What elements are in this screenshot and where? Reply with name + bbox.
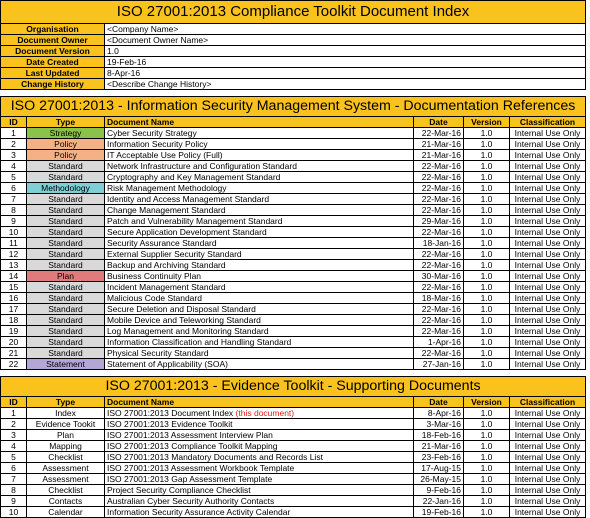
col-type: Type (27, 397, 105, 408)
type-cell[interactable]: Assessment (27, 463, 105, 474)
document-name-cell[interactable] (105, 452, 414, 463)
date-cell[interactable]: 21-Mar-16 (414, 441, 464, 452)
metadata-rows (1, 24, 586, 90)
table-row (1, 260, 586, 271)
type-cell[interactable]: Standard (27, 216, 105, 227)
type-cell[interactable]: Standard (27, 337, 105, 348)
date-cell[interactable]: 22-Mar-16 (414, 205, 464, 216)
table-row (1, 348, 586, 359)
version-cell[interactable]: 1.0 (464, 238, 510, 249)
date-cell[interactable]: 21-Mar-16 (414, 139, 464, 150)
version-cell[interactable]: 1.0 (464, 150, 510, 161)
document-name: ISO 27001:2013 Mandatory Documents and Records List (107, 452, 323, 462)
date-cell[interactable]: 22-Mar-16 (414, 249, 464, 260)
document-name: Risk Management Methodology (107, 183, 227, 193)
document-name: ISO 27001:2013 Compliance Toolkit Mapping (107, 441, 278, 451)
classification-cell[interactable]: Internal Use Only (510, 271, 586, 282)
version-cell[interactable]: 1.0 (464, 485, 510, 496)
version-cell[interactable]: 1.0 (464, 348, 510, 359)
col-id: ID (1, 117, 27, 128)
document-name-cell[interactable] (105, 271, 414, 282)
table-row (1, 128, 586, 139)
table-row (1, 507, 586, 518)
document-name-cell[interactable] (105, 315, 414, 326)
type-cell[interactable]: Standard (27, 238, 105, 249)
metadata-row (1, 68, 586, 79)
classification-cell[interactable]: Internal Use Only (510, 441, 586, 452)
isms-header-row (1, 117, 586, 128)
evidence-rows (1, 408, 586, 518)
version-cell[interactable]: 1.0 (464, 359, 510, 370)
classification-cell[interactable]: Internal Use Only (510, 172, 586, 183)
version-cell[interactable]: 1.0 (464, 128, 510, 139)
version-cell[interactable]: 1.0 (464, 183, 510, 194)
metadata-value[interactable]: <Company Name> (105, 24, 586, 35)
classification-cell[interactable]: Internal Use Only (510, 496, 586, 507)
page-title: ISO 27001:2013 Compliance Toolkit Document Index (1, 1, 586, 24)
document-name: Incident Management Standard (107, 282, 226, 292)
col-classification: Classification (510, 117, 586, 128)
date-cell[interactable]: 22-Mar-16 (414, 326, 464, 337)
id-cell[interactable]: 3 (1, 430, 27, 441)
metadata-row (1, 46, 586, 57)
table-row (1, 304, 586, 315)
document-name-cell[interactable] (105, 359, 414, 370)
metadata-label: Last Updated (1, 68, 105, 79)
id-cell[interactable]: 3 (1, 150, 27, 161)
classification-cell[interactable]: Internal Use Only (510, 205, 586, 216)
document-name-cell[interactable] (105, 293, 414, 304)
classification-cell[interactable]: Internal Use Only (510, 485, 586, 496)
classification-cell[interactable]: Internal Use Only (510, 139, 586, 150)
date-cell[interactable]: 30-Mar-16 (414, 271, 464, 282)
metadata-row (1, 24, 586, 35)
classification-cell[interactable]: Internal Use Only (510, 419, 586, 430)
date-cell[interactable]: 22-Mar-16 (414, 128, 464, 139)
type-cell[interactable]: Plan (27, 430, 105, 441)
version-cell[interactable]: 1.0 (464, 249, 510, 260)
version-cell[interactable]: 1.0 (464, 430, 510, 441)
version-cell[interactable]: 1.0 (464, 194, 510, 205)
classification-cell[interactable]: Internal Use Only (510, 474, 586, 485)
document-name-cell[interactable] (105, 128, 414, 139)
document-name: IT Acceptable Use Policy (Full) (107, 150, 223, 160)
table-row (1, 161, 586, 172)
document-name-cell[interactable] (105, 194, 414, 205)
type-cell[interactable]: Calendar (27, 507, 105, 518)
classification-cell[interactable]: Internal Use Only (510, 194, 586, 205)
document-name-cell[interactable] (105, 161, 414, 172)
type-cell[interactable]: Standard (27, 326, 105, 337)
document-name: Patch and Vulnerability Management Standard (107, 216, 283, 226)
date-cell[interactable]: 9-Feb-16 (414, 485, 464, 496)
type-cell[interactable]: Standard (27, 260, 105, 271)
col-document-name: Document Name (105, 397, 414, 408)
classification-cell[interactable]: Internal Use Only (510, 282, 586, 293)
version-cell[interactable]: 1.0 (464, 161, 510, 172)
type-cell[interactable]: Methodology (27, 183, 105, 194)
type-cell[interactable]: Strategy (27, 128, 105, 139)
document-name: Security Assurance Standard (107, 238, 217, 248)
classification-cell[interactable]: Internal Use Only (510, 348, 586, 359)
id-cell[interactable]: 1 (1, 408, 27, 419)
classification-cell[interactable]: Internal Use Only (510, 227, 586, 238)
date-cell[interactable]: 22-Mar-16 (414, 172, 464, 183)
table-row (1, 359, 586, 370)
document-name-cell[interactable] (105, 496, 414, 507)
type-cell[interactable]: Standard (27, 172, 105, 183)
metadata-label: Change History (1, 79, 105, 90)
document-name-cell[interactable] (105, 463, 414, 474)
classification-cell[interactable]: Internal Use Only (510, 293, 586, 304)
document-name-cell[interactable] (105, 282, 414, 293)
document-name-cell[interactable] (105, 304, 414, 315)
date-cell[interactable]: 29-Mar-16 (414, 216, 464, 227)
document-name-cell[interactable] (105, 183, 414, 194)
table-row (1, 452, 586, 463)
id-cell[interactable]: 6 (1, 183, 27, 194)
id-cell[interactable]: 6 (1, 463, 27, 474)
type-cell[interactable]: Checklist (27, 452, 105, 463)
id-cell[interactable]: 12 (1, 249, 27, 260)
version-cell[interactable]: 1.0 (464, 271, 510, 282)
id-cell[interactable]: 9 (1, 216, 27, 227)
document-name: Information Classification and Handling Standard (107, 337, 292, 347)
version-cell[interactable]: 1.0 (464, 408, 510, 419)
id-cell[interactable]: 4 (1, 441, 27, 452)
date-cell[interactable]: 1-Apr-16 (414, 337, 464, 348)
metadata-row (1, 35, 586, 46)
document-name: Business Continuity Plan (107, 271, 202, 281)
date-cell[interactable]: 19-Feb-16 (414, 507, 464, 518)
document-name-cell[interactable] (105, 150, 414, 161)
type-cell[interactable]: Evidence Tookit (27, 419, 105, 430)
document-name-cell[interactable] (105, 216, 414, 227)
document-name: External Supplier Security Standard (107, 249, 242, 259)
id-cell[interactable]: 22 (1, 359, 27, 370)
id-cell[interactable]: 21 (1, 348, 27, 359)
isms-section-title: ISO 27001:2013 - Information Security Management System - Documentation References (1, 97, 586, 117)
metadata-label: Date Created (1, 57, 105, 68)
col-document-name: Document Name (105, 117, 414, 128)
document-name-cell[interactable] (105, 227, 414, 238)
id-cell[interactable]: 8 (1, 205, 27, 216)
evidence-table (0, 376, 586, 518)
date-cell[interactable]: 18-Mar-16 (414, 293, 464, 304)
id-cell[interactable]: 5 (1, 452, 27, 463)
type-cell[interactable]: Standard (27, 304, 105, 315)
document-note: (this document) (235, 408, 295, 418)
table-row (1, 205, 586, 216)
table-row (1, 271, 586, 282)
col-classification: Classification (510, 397, 586, 408)
document-name-cell[interactable] (105, 474, 414, 485)
version-cell[interactable]: 1.0 (464, 507, 510, 518)
table-row (1, 172, 586, 183)
id-cell[interactable]: 14 (1, 271, 27, 282)
date-cell[interactable]: 22-Mar-16 (414, 194, 464, 205)
col-date: Date (414, 397, 464, 408)
id-cell[interactable]: 20 (1, 337, 27, 348)
table-row (1, 249, 586, 260)
document-name: ISO 27001:2013 Assessment Interview Plan (107, 430, 273, 440)
document-name: Backup and Archiving Standard (107, 260, 226, 270)
document-name-cell[interactable] (105, 238, 414, 249)
type-cell[interactable]: Assessment (27, 474, 105, 485)
date-cell[interactable]: 22-Jan-16 (414, 496, 464, 507)
document-name: Secure Application Development Standard (107, 227, 267, 237)
metadata-value[interactable]: 1.0 (105, 46, 586, 57)
document-name: Log Management and Monitoring Standard (107, 326, 269, 336)
document-name-cell[interactable] (105, 348, 414, 359)
document-name-cell[interactable] (105, 408, 414, 419)
id-cell[interactable]: 8 (1, 485, 27, 496)
document-name: Network Infrastructure and Configuration Standard (107, 161, 297, 171)
classification-cell[interactable]: Internal Use Only (510, 260, 586, 271)
table-row (1, 139, 586, 150)
document-name: Statement of Applicability (SOA) (107, 359, 228, 369)
classification-cell[interactable]: Internal Use Only (510, 150, 586, 161)
id-cell[interactable]: 7 (1, 194, 27, 205)
version-cell[interactable]: 1.0 (464, 172, 510, 183)
col-type: Type (27, 117, 105, 128)
id-cell[interactable]: 16 (1, 293, 27, 304)
document-name-cell[interactable] (105, 430, 414, 441)
col-date: Date (414, 117, 464, 128)
id-cell[interactable]: 5 (1, 172, 27, 183)
col-id: ID (1, 397, 27, 408)
document-name-cell[interactable] (105, 139, 414, 150)
version-cell[interactable]: 1.0 (464, 282, 510, 293)
date-cell[interactable]: 27-Jan-16 (414, 359, 464, 370)
document-name: Project Security Compliance Checklist (107, 485, 251, 495)
document-name: Physical Security Standard (107, 348, 209, 358)
classification-cell[interactable]: Internal Use Only (510, 238, 586, 249)
id-cell[interactable]: 11 (1, 238, 27, 249)
date-cell[interactable]: 26-May-15 (414, 474, 464, 485)
classification-cell[interactable]: Internal Use Only (510, 326, 586, 337)
document-name: ISO 27001:2013 Gap Assessment Template (107, 474, 273, 484)
classification-cell[interactable]: Internal Use Only (510, 507, 586, 518)
table-row (1, 463, 586, 474)
version-cell[interactable]: 1.0 (464, 227, 510, 238)
table-row (1, 419, 586, 430)
id-cell[interactable]: 19 (1, 326, 27, 337)
table-row (1, 474, 586, 485)
id-cell[interactable]: 9 (1, 496, 27, 507)
classification-cell[interactable]: Internal Use Only (510, 337, 586, 348)
classification-cell[interactable]: Internal Use Only (510, 430, 586, 441)
type-cell[interactable]: Contacts (27, 496, 105, 507)
table-row (1, 485, 586, 496)
document-name-cell[interactable] (105, 326, 414, 337)
table-row (1, 227, 586, 238)
document-name-cell[interactable] (105, 205, 414, 216)
date-cell[interactable]: 21-Mar-16 (414, 150, 464, 161)
table-row (1, 183, 586, 194)
document-name-cell[interactable] (105, 507, 414, 518)
metadata-value[interactable]: 19-Feb-16 (105, 57, 586, 68)
type-cell[interactable]: Plan (27, 271, 105, 282)
type-cell[interactable]: Index (27, 408, 105, 419)
version-cell[interactable]: 1.0 (464, 139, 510, 150)
type-cell[interactable]: Standard (27, 293, 105, 304)
type-cell[interactable]: Standard (27, 227, 105, 238)
version-cell[interactable]: 1.0 (464, 326, 510, 337)
id-cell[interactable]: 10 (1, 227, 27, 238)
table-row (1, 282, 586, 293)
table-row (1, 408, 586, 419)
date-cell[interactable]: 22-Mar-16 (414, 183, 464, 194)
date-cell[interactable]: 18-Feb-16 (414, 430, 464, 441)
document-name-cell[interactable] (105, 419, 414, 430)
version-cell[interactable]: 1.0 (464, 452, 510, 463)
table-row (1, 238, 586, 249)
date-cell[interactable]: 22-Mar-16 (414, 282, 464, 293)
id-cell[interactable]: 1 (1, 128, 27, 139)
date-cell[interactable]: 17-Aug-15 (414, 463, 464, 474)
document-name: Australian Cyber Security Authority Contacts (107, 496, 275, 506)
type-cell[interactable]: Standard (27, 161, 105, 172)
document-name: Information Security Policy (107, 139, 208, 149)
document-name: Malicious Code Standard (107, 293, 202, 303)
table-row (1, 293, 586, 304)
table-row (1, 337, 586, 348)
document-name-cell[interactable] (105, 249, 414, 260)
type-cell[interactable]: Standard (27, 194, 105, 205)
metadata-row (1, 57, 586, 68)
id-cell[interactable]: 18 (1, 315, 27, 326)
id-cell[interactable]: 10 (1, 507, 27, 518)
classification-cell[interactable]: Internal Use Only (510, 359, 586, 370)
type-cell[interactable]: Standard (27, 249, 105, 260)
version-cell[interactable]: 1.0 (464, 496, 510, 507)
id-cell[interactable]: 2 (1, 139, 27, 150)
id-cell[interactable]: 7 (1, 474, 27, 485)
document-name-cell[interactable] (105, 337, 414, 348)
type-cell[interactable]: Checklist (27, 485, 105, 496)
id-cell[interactable]: 4 (1, 161, 27, 172)
id-cell[interactable]: 13 (1, 260, 27, 271)
classification-cell[interactable]: Internal Use Only (510, 183, 586, 194)
table-row (1, 315, 586, 326)
type-cell[interactable]: Policy (27, 139, 105, 150)
evidence-header-row (1, 397, 586, 408)
table-row (1, 430, 586, 441)
table-row (1, 216, 586, 227)
date-cell[interactable]: 23-Feb-16 (414, 452, 464, 463)
document-name-cell[interactable] (105, 485, 414, 496)
metadata-value[interactable]: <Document Owner Name> (105, 35, 586, 46)
classification-cell[interactable]: Internal Use Only (510, 408, 586, 419)
metadata-label: Document Owner (1, 35, 105, 46)
document-name: Mobile Device and Teleworking Standard (107, 315, 261, 325)
version-cell[interactable]: 1.0 (464, 463, 510, 474)
evidence-section-title: ISO 27001:2013 - Evidence Toolkit - Supporting Documents (1, 377, 586, 397)
col-version: Version (464, 117, 510, 128)
id-cell[interactable]: 17 (1, 304, 27, 315)
type-cell[interactable]: Policy (27, 150, 105, 161)
metadata-row (1, 79, 586, 90)
date-cell[interactable]: 22-Mar-16 (414, 348, 464, 359)
document-name: Identity and Access Management Standard (107, 194, 270, 204)
col-version: Version (464, 397, 510, 408)
metadata-label: Organisation (1, 24, 105, 35)
metadata-value[interactable]: <Describe Change History> (105, 79, 586, 90)
id-cell[interactable]: 15 (1, 282, 27, 293)
document-name: ISO 27001:2013 Document Index (107, 408, 234, 418)
version-cell[interactable]: 1.0 (464, 216, 510, 227)
document-name: Information Security Assurance Activity Calendar (107, 507, 291, 517)
id-cell[interactable]: 2 (1, 419, 27, 430)
document-name-cell[interactable] (105, 441, 414, 452)
version-cell[interactable]: 1.0 (464, 419, 510, 430)
type-cell[interactable]: Standard (27, 205, 105, 216)
metadata-value[interactable]: 8-Apr-16 (105, 68, 586, 79)
classification-cell[interactable]: Internal Use Only (510, 128, 586, 139)
date-cell[interactable]: 8-Apr-16 (414, 408, 464, 419)
version-cell[interactable]: 1.0 (464, 474, 510, 485)
document-name-cell[interactable] (105, 172, 414, 183)
version-cell[interactable]: 1.0 (464, 205, 510, 216)
table-row (1, 441, 586, 452)
classification-cell[interactable]: Internal Use Only (510, 315, 586, 326)
date-cell[interactable]: 18-Jan-16 (414, 238, 464, 249)
isms-table (0, 96, 586, 370)
table-row (1, 150, 586, 161)
version-cell[interactable]: 1.0 (464, 315, 510, 326)
isms-rows (1, 128, 586, 370)
document-name: ISO 27001:2013 Assessment Workbook Template (107, 463, 295, 473)
classification-cell[interactable]: Internal Use Only (510, 249, 586, 260)
document-name: Change Management Standard (107, 205, 226, 215)
document-name: ISO 27001:2013 Evidence Toolkit (107, 419, 233, 429)
version-cell[interactable]: 1.0 (464, 260, 510, 271)
date-cell[interactable]: 22-Mar-16 (414, 304, 464, 315)
classification-cell[interactable]: Internal Use Only (510, 304, 586, 315)
classification-cell[interactable]: Internal Use Only (510, 216, 586, 227)
classification-cell[interactable]: Internal Use Only (510, 161, 586, 172)
type-cell[interactable]: Statement (27, 359, 105, 370)
document-name: Cyber Security Strategy (107, 128, 197, 138)
version-cell[interactable]: 1.0 (464, 304, 510, 315)
date-cell[interactable]: 22-Mar-16 (414, 315, 464, 326)
date-cell[interactable]: 3-Mar-16 (414, 419, 464, 430)
classification-cell[interactable]: Internal Use Only (510, 452, 586, 463)
version-cell[interactable]: 1.0 (464, 337, 510, 348)
type-cell[interactable]: Standard (27, 348, 105, 359)
document-info-table (0, 0, 586, 90)
table-row (1, 194, 586, 205)
classification-cell[interactable]: Internal Use Only (510, 463, 586, 474)
metadata-label: Document Version (1, 46, 105, 57)
date-cell[interactable]: 22-Mar-16 (414, 260, 464, 271)
type-cell[interactable]: Standard (27, 315, 105, 326)
type-cell[interactable]: Standard (27, 282, 105, 293)
date-cell[interactable]: 22-Mar-16 (414, 227, 464, 238)
document-name: Cryptography and Key Management Standard (107, 172, 281, 182)
version-cell[interactable]: 1.0 (464, 441, 510, 452)
type-cell[interactable]: Mapping (27, 441, 105, 452)
version-cell[interactable]: 1.0 (464, 293, 510, 304)
table-row (1, 326, 586, 337)
table-row (1, 496, 586, 507)
date-cell[interactable]: 22-Mar-16 (414, 161, 464, 172)
document-name: Secure Deletion and Disposal Standard (107, 304, 256, 314)
document-name-cell[interactable] (105, 260, 414, 271)
